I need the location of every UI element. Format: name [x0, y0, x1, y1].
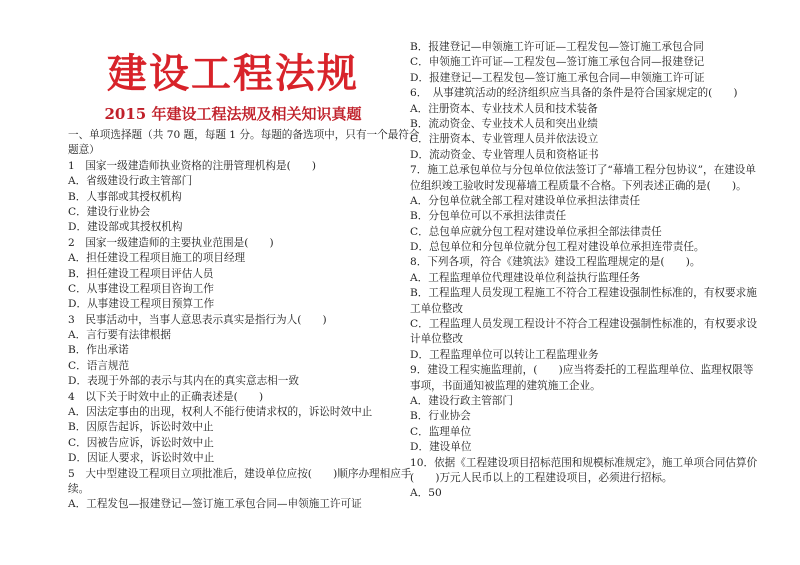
text-line: 续。 — [68, 482, 90, 495]
text-line: B．工程监理人员发现工程施工不符合工程建设强制性标准的，有权要求施 — [410, 287, 757, 300]
text-line: A．注册资本、专业技术人员和技术装备 — [410, 102, 598, 115]
text-line: D．建设部或其授权机构 — [68, 221, 183, 234]
text-line: A．50 — [410, 487, 442, 500]
text-line: D．总包单位和分包单位就分包工程对建设单位承担连带责任。 — [410, 241, 705, 254]
text-line: B．担任建设工程项目评估人员 — [68, 267, 214, 280]
text-line: C．工程监理人员发现工程设计不符合工程建设强制性标准的，有权要求设 — [410, 318, 758, 331]
right-column — [410, 40, 758, 502]
document-subtitle: 2015 年建设工程法规及相关知识真题 — [104, 105, 362, 123]
text-line: D．流动资金、专业管理人员和资格证书 — [410, 148, 599, 161]
text-line: A．言行要有法律根据 — [68, 329, 171, 342]
text-line: C．申领施工许可证—工程发包—签订施工承包合同—报建登记 — [410, 56, 705, 69]
text-line: B．分包单位可以不承担法律责任 — [410, 210, 567, 223]
text-line: 10．依据《工程建设项目招标范围和规模标准规定》，施工单项合同估算价 — [410, 456, 758, 469]
left-column — [68, 128, 420, 513]
text-line: 计单位整改 — [410, 333, 463, 346]
text-line: D．从事建设工程项目预算工作 — [68, 298, 215, 311]
text-line: 事项，书面通知被监理的建筑施工企业。 — [410, 379, 601, 392]
text-line: C．总包单应就分包工程对建设单位承担全部法律责任 — [410, 225, 662, 238]
text-line: 题意） — [68, 144, 100, 157]
text-line: A．省级建设行政主管部门 — [68, 175, 193, 188]
text-line: 4 以下关于时效中止的正确表述是( ) — [68, 390, 264, 403]
text-line: 6． 从事建筑活动的经济组织应当具备的条件是符合国家规定的( ) — [410, 87, 738, 100]
text-line: 9．建设工程实施监理前，( )应当将委托的工程监理单位、监理权限等 — [410, 364, 754, 377]
text-line: D．建设单位 — [410, 441, 472, 454]
text-line: A．工程发包—报建登记—签订施工承包合同—申领施工许可证 — [68, 498, 362, 511]
text-line: A．因法定事由的出现，权利人不能行使请求权的，诉讼时效中止 — [68, 406, 373, 419]
text-line: D．表现于外部的表示与其内在的真实意志相一致 — [68, 375, 299, 388]
text-line: 一、单项选择题（共 70 题，每题 1 分。每题的备选项中，只有一个最符合 — [68, 129, 420, 141]
text-line: 位组织竣工验收时发现幕墙工程质量不合格。下列表述正确的是( )。 — [410, 179, 747, 192]
text-line: 7．施工总承包单位与分包单位依法签订了“幕墙工程分包协议”，在建设单 — [410, 164, 756, 177]
text-line: 5 大中型建设工程项目立项批准后，建设单位应按( )顺序办理相应手 — [68, 467, 412, 480]
text-line: B．作出承诺 — [68, 344, 129, 357]
text-line: C．因被告应诉，诉讼时效中止 — [68, 436, 214, 449]
text-line: A．建设行政主管部门 — [410, 394, 513, 407]
text-line: B．流动资金、专业技术人员和突出业绩 — [410, 117, 598, 130]
text-line: A．分包单位就全部工程对建设单位承担法律责任 — [410, 194, 641, 207]
text-line: D．工程监理单位可以转让工程监理业务 — [410, 348, 599, 361]
text-line: 工单位整改 — [410, 302, 463, 315]
text-line: D．报建登记—工程发包—签订施工承包合同—申领施工许可证 — [410, 71, 705, 84]
text-line: B．行业协会 — [410, 410, 471, 423]
text-line: C．语言规范 — [68, 359, 130, 372]
text-line: 2 国家一级建造师的主要执业范围是( ) — [68, 236, 274, 249]
text-line: C．建设行业协会 — [68, 205, 151, 218]
text-line: B．人事部或其授权机构 — [68, 190, 182, 203]
text-line: C．监理单位 — [410, 425, 472, 438]
document-title: 建设工程法规 — [107, 51, 359, 97]
text-line: A．担任建设工程项目施工的项目经理 — [68, 252, 246, 265]
text-line: 8．下列各项，符合《建筑法》建设工程监理规定的是( )。 — [410, 256, 701, 269]
text-line: B．因原告起诉，诉讼时效中止 — [68, 421, 214, 434]
text-line: 3 民事活动中，当事人意思表示真实是指行为人( ) — [68, 313, 327, 326]
text-line: 1 国家一级建造师执业资格的注册管理机构是( ) — [68, 159, 317, 172]
text-line: D．因证人要求，诉讼时效中止 — [68, 452, 215, 465]
text-line: C．注册资本、专业管理人员并依法设立 — [410, 133, 599, 146]
text-line: C．从事建设工程项目咨询工作 — [68, 282, 214, 295]
text-line: B．报建登记—申领施工许可证—工程发包—签订施工承包合同 — [410, 41, 704, 53]
text-line: A．工程监理单位代理建设单位利益执行监理任务 — [410, 271, 641, 284]
text-line: ( )万元人民币以上的工程建设项目，必须进行招标。 — [410, 471, 673, 484]
